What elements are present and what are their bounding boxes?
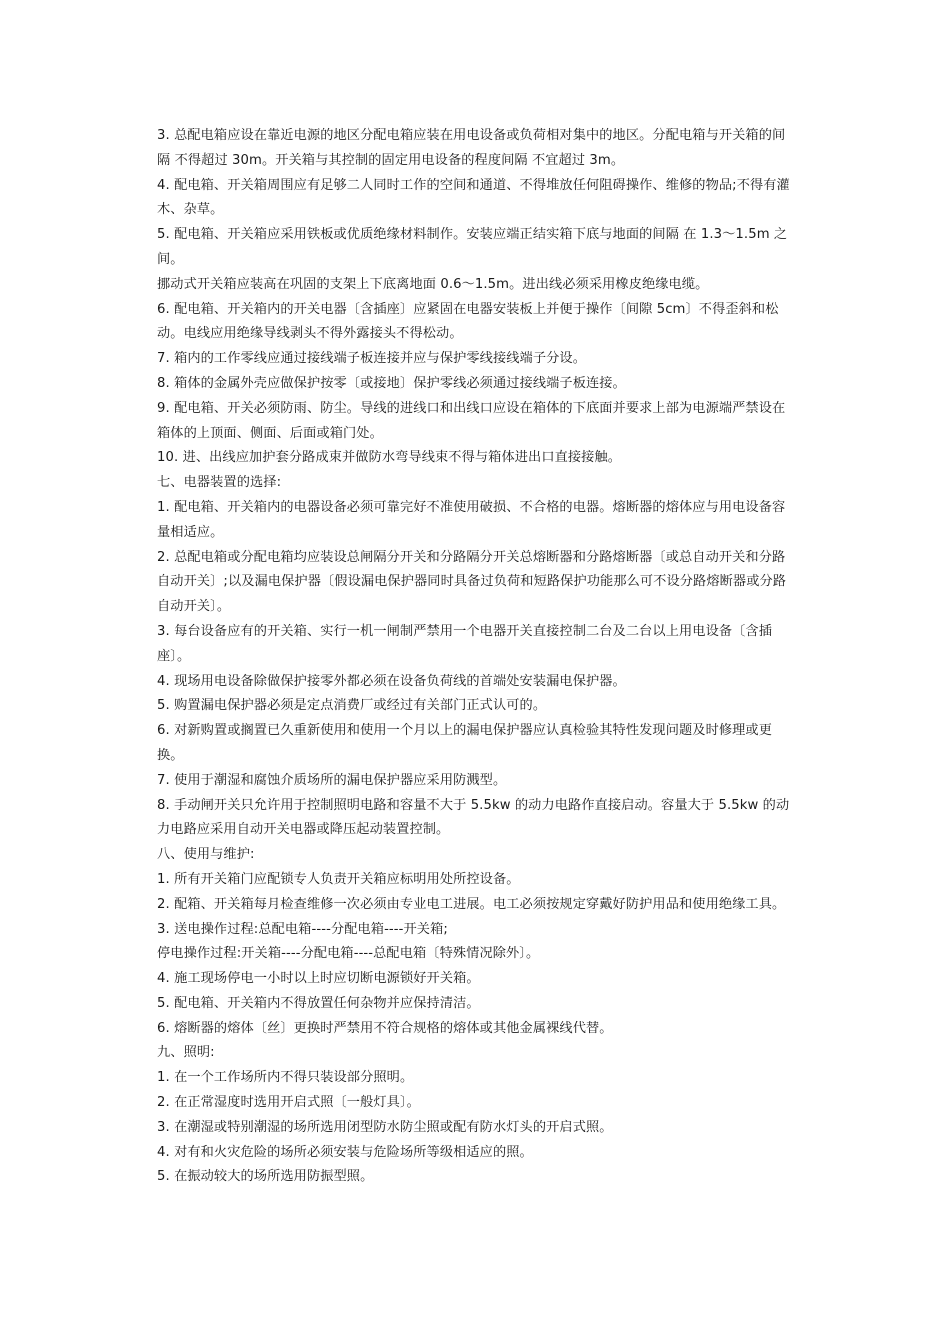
paragraph-8-5-cleanliness: 5. 配电箱、开关箱内不得放置任何杂物并应保持清洁。 bbox=[157, 995, 480, 1011]
paragraph-9-1-full-lighting: 1. 在一个工作场所内不得只装设部分照明。 bbox=[157, 1070, 414, 1086]
paragraph-9-4-fire-hazard: 4. 对有和火灾危险的场所必须安装与危险场所等级相适应的照。 bbox=[157, 1144, 533, 1160]
paragraph-7-neutral-wire: 7. 箱内的工作零线应通过接线端子板连接并应与保护零线接线端子分设。 bbox=[157, 351, 586, 367]
paragraph-7-1-device-quality: 1. 配电箱、开关箱内的电器设备必须可靠完好不准使用破损、不合格的电器。熔断器的熔体应与用电设备容量相适应。 bbox=[157, 499, 786, 540]
section-heading-7-electrical-devices: 七、电器装置的选择: bbox=[157, 475, 282, 491]
document-body bbox=[157, 124, 797, 1190]
paragraph-8-4-power-outage: 4. 施工现场停电一小时以上时应切断电源锁好开关箱。 bbox=[157, 971, 480, 987]
paragraph-mobile-switch-box: 挪动式开关箱应装高在巩固的支架上下底离地面 0.6～1.5m。进出线必须采用橡皮绝缘电缆。 bbox=[157, 276, 709, 292]
paragraph-5-box-material: 5. 配电箱、开关箱应采用铁板或优质绝缘材料制作。安装应端正结实箱下底与地面的间隔 在 1.3～1.5m 之间。 bbox=[157, 227, 788, 267]
paragraph-7-4-leakage-protector: 4. 现场用电设备除做保护接零外都必须在设备负荷线的首端处安装漏电保护器。 bbox=[157, 673, 626, 689]
paragraph-8-1-locks: 1. 所有开关箱门应配锁专人负责开关箱应标明用处所控设备。 bbox=[157, 871, 520, 887]
paragraph-7-3-one-machine-one-switch: 3. 每台设备应有的开关箱、实行一机一闸制严禁用一个电器开关直接控制二台及二台以上用电设备〔含插座〕。 bbox=[157, 623, 773, 664]
paragraph-3-distribution-box-location: 3. 总配电箱应设在靠近电源的地区分配电箱应装在用电设备或负荷相对集中的地区。分配电箱与开关箱的间隔 不得超过 30m。开关箱与其控制的固定用电设备的程度间隔 不宜超过 3m。 bbox=[157, 128, 786, 168]
paragraph-10-cable-entry: 10. 进、出线应加护套分路成束并做防水弯导线束不得与箱体进出口直接接触。 bbox=[157, 450, 622, 466]
paragraph-7-2-breakers: 2. 总配电箱或分配电箱均应装设总闸隔分开关和分路隔分开关总熔断器和分路熔断器〔或总自动开关和分路自动开关〕;以及漏电保护器〔假设漏电保护器同时具备过负荷和短路保护功能那么可不设分路熔断器或分路自动开关〕。 bbox=[157, 549, 787, 615]
paragraph-7-7-splashproof: 7. 使用于潮湿和腐蚀介质场所的漏电保护器应采用防溅型。 bbox=[157, 772, 507, 788]
paragraph-8-metal-casing: 8. 箱体的金属外壳应做保护按零〔或接地〕保护零线必须通过接线端子板连接。 bbox=[157, 375, 626, 391]
paragraph-8-3-power-on-sequence: 3. 送电操作过程:总配电箱----分配电箱----开关箱; bbox=[157, 921, 448, 937]
section-heading-8-use-maintenance: 八、使用与维护: bbox=[157, 847, 255, 863]
paragraph-8-2-monthly-inspection: 2. 配箱、开关箱每月检查维修一次必须由专业电工进展。电工必须按规定穿戴好防护用品和使用绝缘工具。 bbox=[157, 896, 786, 912]
paragraph-9-5-vibration: 5. 在振动较大的场所选用防振型照。 bbox=[157, 1169, 374, 1185]
paragraph-9-3-humid-locations: 3. 在潮湿或特别潮湿的场所选用闭型防水防尘照或配有防水灯头的开启式照。 bbox=[157, 1119, 613, 1135]
paragraph-7-8-manual-switch: 8. 手动闸开关只允许用于控制照明电路和容量不大于 5.5kw 的动力电路作直接启动。容量大于 5.5kw 的动力电路应采用自动开关电器或降压起动装置控制。 bbox=[157, 797, 790, 838]
paragraph-8-6-fuse-replacement: 6. 熔断器的熔体〔丝〕更换时严禁用不符合规格的熔体或其他金属裸线代替。 bbox=[157, 1020, 613, 1036]
paragraph-9-weatherproofing: 9. 配电箱、开关必须防雨、防尘。导线的进线口和出线口应设在箱体的下底面并要求上部为电源端严禁设在箱体的上顶面、侧面、后面或箱门处。 bbox=[157, 400, 786, 441]
paragraph-power-off-sequence: 停电操作过程:开关箱----分配电箱----总配电箱〔特殊情况除外〕。 bbox=[157, 946, 540, 962]
paragraph-7-5-protector-purchase: 5. 购置漏电保护器必须是定点消费厂或经过有关部门正式认可的。 bbox=[157, 698, 547, 714]
paragraph-4-surrounding-space: 4. 配电箱、开关箱周围应有足够二人同时工作的空间和通道、不得堆放任何阻碍操作、维修的物品;不得有灌木、杂草。 bbox=[157, 177, 790, 218]
paragraph-6-switch-mounting: 6. 配电箱、开关箱内的开关电器〔含插座〕应紧固在电器安装板上并便于操作〔间隙 5cm〕不得歪斜和松动。电线应用绝缘导线剥头不得外露接头不得松动。 bbox=[157, 301, 779, 342]
paragraph-7-6-protector-testing: 6. 对新购置或搁置已久重新使用和使用一个月以上的漏电保护器应认真检验其特性发现问题及时修理或更换。 bbox=[157, 723, 773, 763]
section-heading-9-lighting: 九、照明: bbox=[157, 1045, 215, 1061]
paragraph-9-2-normal-humidity: 2. 在正常湿度时选用开启式照〔一般灯具〕。 bbox=[157, 1095, 420, 1111]
